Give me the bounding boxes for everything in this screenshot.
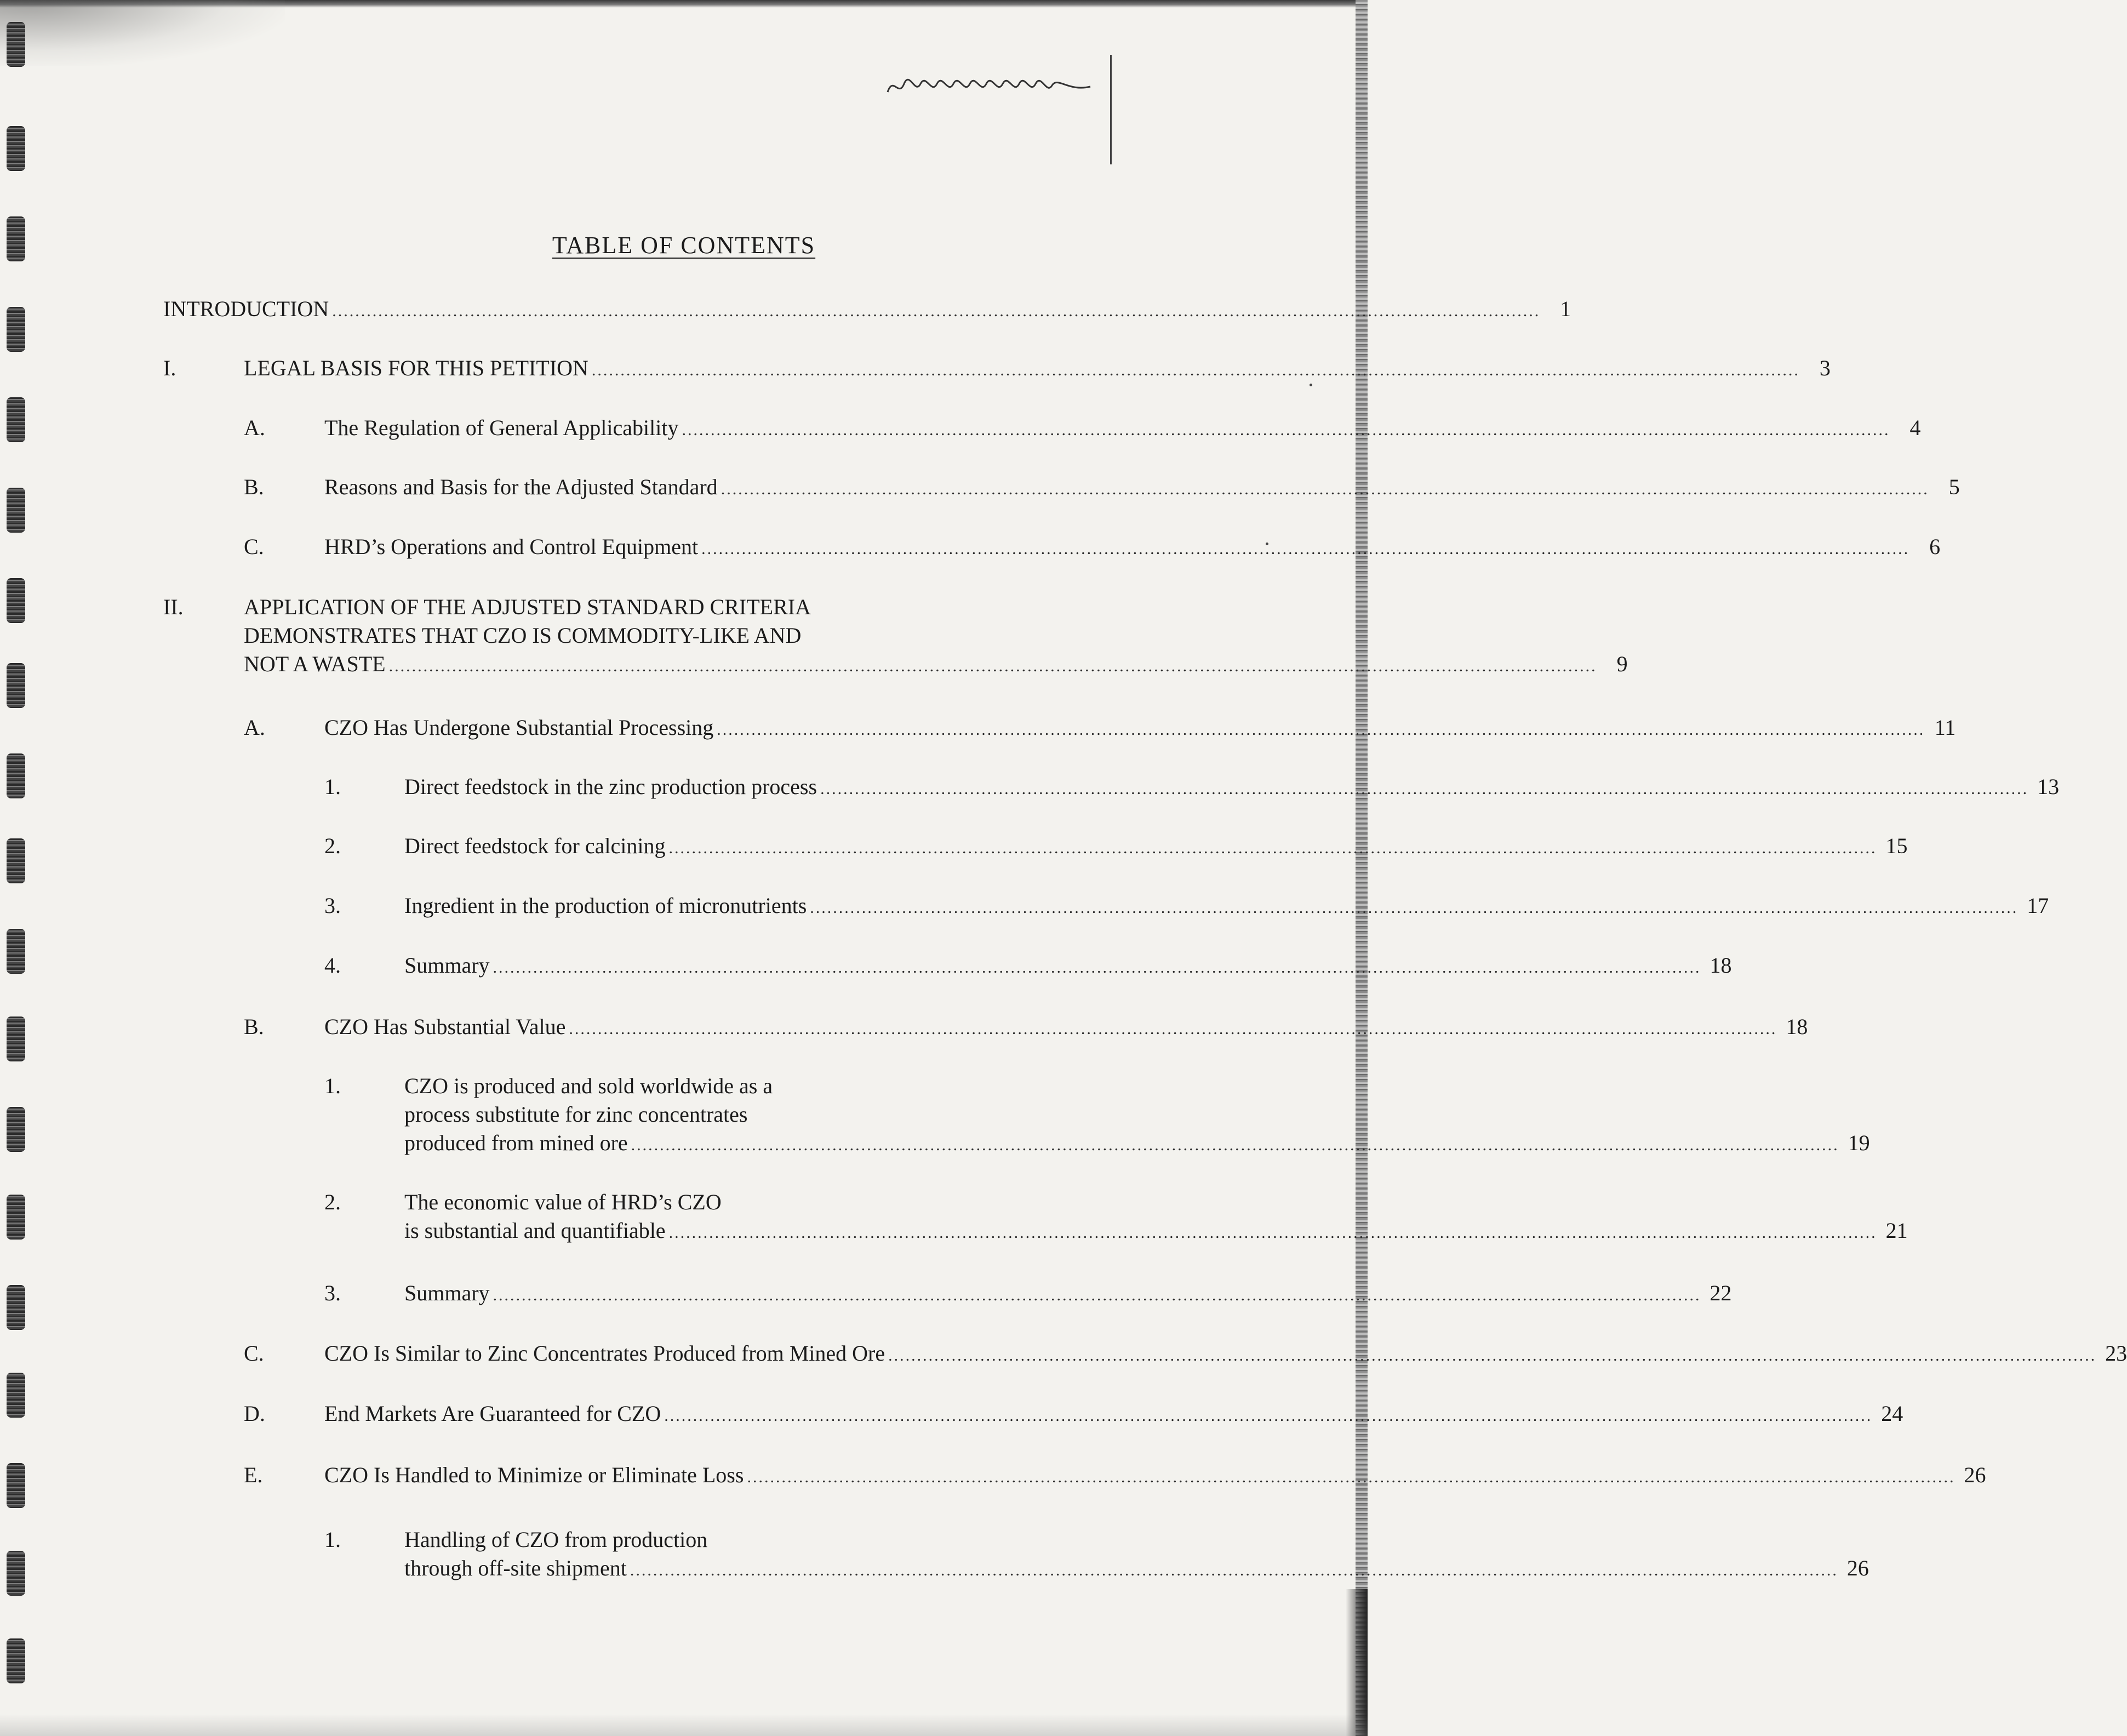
leader-dots: .................................................................................................................................................................................................................. (630, 1561, 1838, 1579)
toc-label-line: DEMONSTRATES THAT CZO IS COMMODITY-LIKE AND (244, 623, 802, 648)
toc-label: CZO Has Substantial Value (324, 1014, 566, 1039)
toc-page-number: 4 (1909, 415, 1921, 440)
binder-hole (7, 1195, 25, 1240)
toc-page-number: 18 (1786, 1014, 1808, 1039)
binder-hole (7, 488, 25, 533)
toc-entry-section-2a2 (404, 832, 1908, 863)
toc-label: produced from mined ore (404, 1130, 628, 1155)
toc-number: A. (244, 415, 265, 440)
toc-label: Summary (404, 953, 490, 978)
toc-page-number: 5 (1948, 475, 1960, 499)
leader-dots: .................................................................................................................................................................................................................. (668, 1224, 1877, 1242)
toc-entry-section-2e (324, 1461, 1986, 1492)
binder-hole (7, 838, 25, 883)
toc-page-number: 26 (1964, 1463, 1986, 1487)
toc-page-number: 6 (1929, 534, 1941, 559)
toc-label: CZO Is Similar to Zinc Concentrates Produced from Mined Ore (324, 1341, 885, 1366)
leader-dots: .................................................................................................................................................................................................................. (717, 721, 1925, 739)
toc-number: 2. (324, 1190, 341, 1214)
toc-label: INTRODUCTION (163, 296, 329, 321)
toc-page-number: 13 (2037, 774, 2060, 799)
toc-entry-introduction (163, 295, 1571, 326)
toc-number: I. (163, 356, 176, 380)
binder-hole (7, 1017, 25, 1061)
toc-label-line: APPLICATION OF THE ADJUSTED STANDARD CRITERIA (244, 595, 811, 619)
toc-page-number: 26 (1846, 1556, 1869, 1580)
binder-hole (7, 1373, 25, 1418)
toc-label: Direct feedstock for calcining (404, 833, 666, 858)
leader-dots: .................................................................................................................................................................................................................. (888, 1346, 2097, 1364)
leader-dots: .................................................................................................................................................................................................................. (332, 302, 1541, 320)
toc-label-line: CZO is produced and sold worldwide as a (404, 1073, 773, 1098)
leader-dots: .................................................................................................................................................................................................................. (721, 480, 1929, 498)
scan-noise (0, 0, 285, 66)
binder-hole (7, 929, 25, 974)
toc-entry-section-2a3 (404, 892, 2049, 922)
toc-page-number: 1 (1560, 296, 1571, 321)
toc-entry-section-2b1 (404, 1072, 1870, 1160)
toc-label-line: The economic value of HRD’s CZO (404, 1190, 722, 1214)
toc-entry-section-1a (324, 414, 1921, 444)
toc-entry-section-2b (324, 1013, 1808, 1043)
toc-page-number: 21 (1885, 1218, 1908, 1243)
toc-number: B. (244, 475, 264, 499)
toc-label: CZO Has Undergone Substantial Processing (324, 715, 714, 740)
toc-page-number: 11 (1934, 715, 1956, 740)
toc-entry-section-1c (324, 533, 1941, 563)
toc-entry-section-1 (244, 354, 1831, 385)
margin-bar (1110, 55, 1112, 164)
toc-number: A. (244, 715, 265, 740)
toc-number: E. (244, 1463, 263, 1487)
toc-label: The Regulation of General Applicability (324, 415, 679, 440)
leader-dots: .................................................................................................................................................................................................................. (820, 780, 2029, 798)
toc-label: Summary (404, 1281, 490, 1305)
leader-dots: .................................................................................................................................................................................................................. (493, 1286, 1701, 1304)
page-title: TABLE OF CONTENTS (552, 232, 816, 259)
leader-dots: .................................................................................................................................................................................................................. (701, 540, 1910, 558)
toc-number: 2. (324, 833, 341, 858)
binder-hole (7, 1463, 25, 1508)
toc-label: CZO Is Handled to Minimize or Eliminate Loss (324, 1463, 744, 1487)
toc-entry-section-2a (324, 713, 1956, 744)
toc-number: 3. (324, 1281, 341, 1305)
toc-label-line: process substitute for zinc concentrates (404, 1102, 748, 1127)
toc-number: C. (244, 534, 264, 559)
binder-hole (7, 1107, 25, 1152)
leader-dots: .................................................................................................................................................................................................................. (668, 839, 1877, 857)
leader-dots: .................................................................................................................................................................................................................. (747, 1468, 1956, 1486)
toc-entry-section-2b2 (404, 1188, 1908, 1247)
toc-page-number: 17 (2027, 893, 2049, 918)
toc-page-number: 15 (1885, 833, 1908, 858)
toc-number: 4. (324, 953, 341, 978)
toc-page-number: 24 (1881, 1401, 1903, 1426)
toc-number: 1. (324, 1527, 341, 1552)
toc-entry-section-2c (324, 1339, 2127, 1370)
binder-hole (7, 1638, 25, 1683)
toc-entry-section-2d (324, 1400, 1903, 1430)
toc-entry-section-2 (244, 593, 1628, 681)
toc-page-number: 3 (1819, 356, 1831, 380)
binder-hole (7, 578, 25, 623)
toc-page-number: 9 (1616, 652, 1628, 676)
toc-label-line: Handling of CZO from production (404, 1527, 708, 1552)
toc-entry-section-1b (324, 473, 1960, 504)
scan-bottom-shade (0, 1714, 1368, 1736)
toc-number: B. (244, 1014, 264, 1039)
toc-page-number: 19 (1848, 1130, 1870, 1155)
toc-number: D. (244, 1401, 265, 1426)
toc-label: Reasons and Basis for the Adjusted Standard (324, 475, 718, 499)
toc-number: 1. (324, 1073, 341, 1098)
signature-mark (882, 70, 1096, 103)
leader-dots: .................................................................................................................................................................................................................. (664, 1407, 1873, 1425)
toc-label: is substantial and quantifiable (404, 1218, 666, 1243)
binder-hole (7, 1551, 25, 1596)
toc-label: Direct feedstock in the zinc production process (404, 774, 817, 799)
toc-entry-section-2a4 (404, 951, 1732, 982)
leader-dots: .................................................................................................................................................................................................................. (631, 1136, 1839, 1154)
leader-dots: .................................................................................................................................................................................................................. (810, 899, 2019, 917)
toc-number: 3. (324, 893, 341, 918)
leader-dots: .................................................................................................................................................................................................................. (493, 958, 1701, 976)
leader-dots: .................................................................................................................................................................................................................. (388, 657, 1597, 675)
toc-label: NOT A WASTE (244, 652, 386, 676)
toc-number: 1. (324, 774, 341, 799)
toc-entry-section-2a1 (404, 773, 2060, 803)
toc-entry-section-2b3 (404, 1279, 1732, 1310)
binder-hole (7, 22, 25, 67)
leader-dots: .................................................................................................................................................................................................................. (682, 421, 1890, 439)
binder-hole (7, 1285, 25, 1330)
binder-hole (7, 753, 25, 798)
toc-page-number: 23 (2105, 1341, 2127, 1366)
toc-page-number: 22 (1709, 1281, 1732, 1305)
binder-hole (7, 307, 25, 352)
toc-label: HRD’s Operations and Control Equipment (324, 534, 699, 559)
toc-page-number: 18 (1709, 953, 1732, 978)
toc-number: II. (163, 595, 184, 619)
toc-label: LEGAL BASIS FOR THIS PETITION (244, 356, 588, 380)
leader-dots: .................................................................................................................................................................................................................. (591, 361, 1800, 379)
toc-entry-section-2e1 (404, 1526, 1869, 1585)
toc-number: C. (244, 1341, 264, 1366)
toc-label: Ingredient in the production of micronutrients (404, 893, 807, 918)
toc-label: End Markets Are Guaranteed for CZO (324, 1401, 661, 1426)
toc-label: through off-site shipment (404, 1556, 627, 1580)
binder-hole (7, 126, 25, 171)
binder-hole (7, 397, 25, 442)
binder-hole (7, 663, 25, 708)
leader-dots: .................................................................................................................................................................................................................. (569, 1020, 1777, 1038)
